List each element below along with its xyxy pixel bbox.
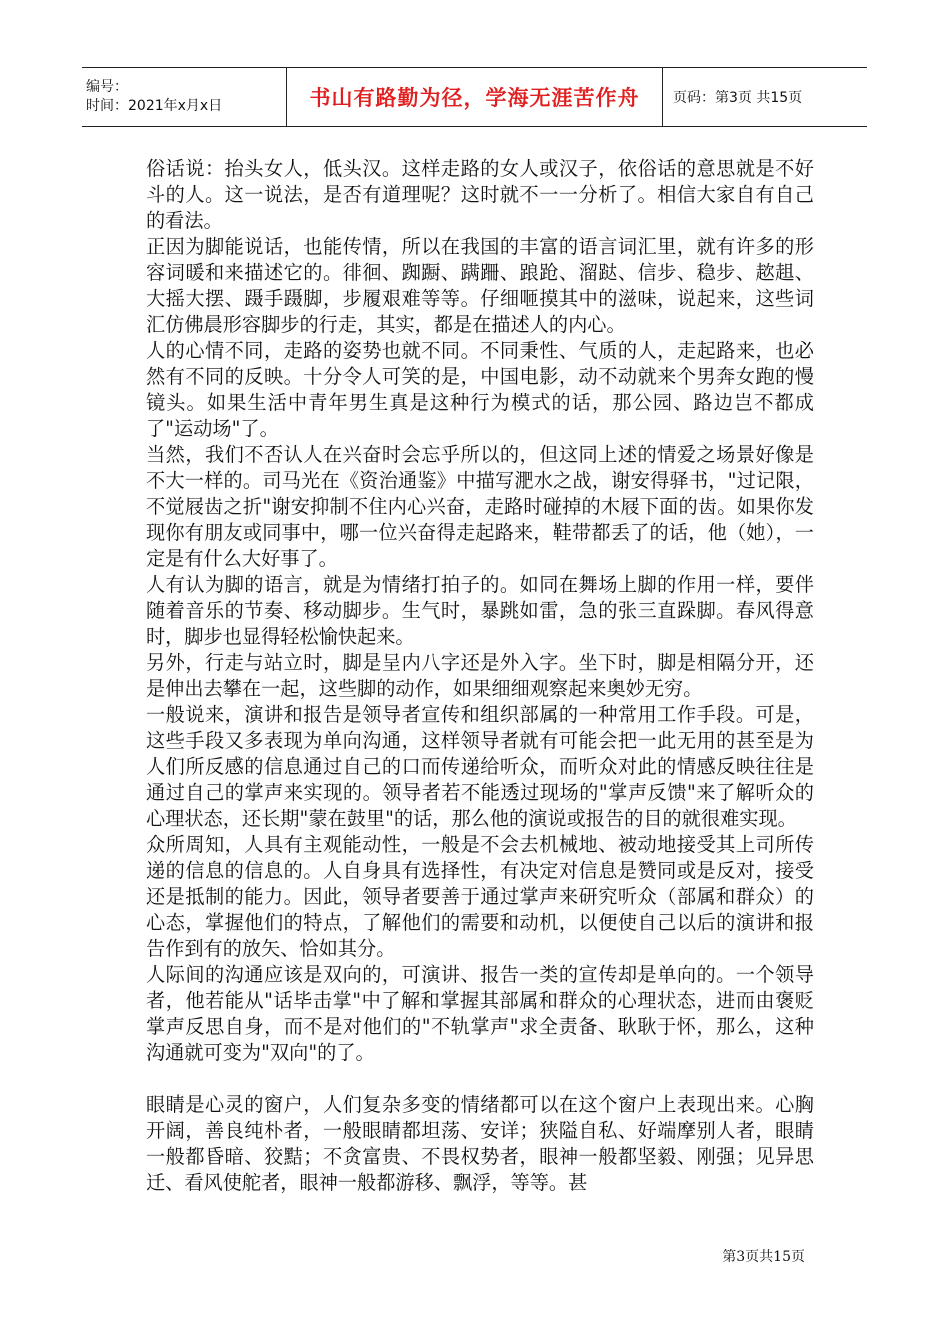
paragraph: 人际间的沟通应该是双向的，可演讲、报告一类的宣传却是单向的。一个领导者，他若能从"话毕击掌"中了解和掌握其部属和群众的心理状态，进而由褒贬掌声反思自身，而不是对他们的"不轨掌声"求全责备、耿耿于怀，那么，这种沟通就可变为"双向"的了。 — [146, 963, 814, 1064]
header-motto: 书山有路勤为径，学海无涯苦作舟 — [309, 86, 640, 110]
header-motto-cell — [287, 68, 663, 127]
paragraph: 另外，行走与站立时，脚是呈内八字还是外入字。坐下时，脚是相隔分开，还是伸出去攀在一起，这些脚的动作，如果细细观察起来奥妙无穷。 — [146, 651, 814, 700]
paragraph: 当然，我们不否认人在兴奋时会忘乎所以的，但这同上述的情爱之场景好像是不大一样的。司马光在《资治通鉴》中描写淝水之战，谢安得驿书，"过记限，不觉屐齿之折"谢安抑制不住内心兴奋，走路时碰掉的木屐下面的齿。如果你发现你有朋友或同事中，哪一位兴奋得走起路来，鞋带都丢了的话，他（她），一定是有什么大好事了。 — [146, 443, 814, 570]
header-meta — [82, 68, 287, 127]
document-body — [146, 156, 814, 1196]
paragraph: 眼睛是心灵的窗户，人们复杂多变的情绪都可以在这个窗户上表现出来。心胸开阔，善良纯朴者，一般眼睛都坦荡、安详；狭隘自私、好端摩别人者，眼睛一般都昏暗、狡黠；不贪富贵、不畏权势者，眼神一般都坚毅、刚强；见异思迁、看风使舵者，眼神一般都游移、飘浮，等等。甚 — [146, 1093, 814, 1194]
footer-page-number: 第3页共15页 — [722, 1249, 805, 1265]
paragraph: 正因为脚能说话，也能传情，所以在我国的丰富的语言词汇里，就有许多的形容词暖和来描述它的。徘徊、踟蹰、蹒跚、踉跄、溜跶、信步、稳步、趑趄、大摇大摆、蹑手蹑脚，步履艰难等等。仔细咂摸其中的滋味，说起来，这些词汇仿佛晨形容脚步的行走，其实，都是在描述人的内心。 — [146, 235, 814, 336]
header-page-cell — [663, 68, 868, 127]
page-header — [82, 67, 867, 127]
paragraph: 俗话说：抬头女人，低头汉。这样走路的女人或汉子，依俗话的意思就是不好斗的人。这一说法，是否有道理呢？这时就不一一分析了。相信大家自有自己的看法。 — [146, 157, 814, 232]
page-footer — [722, 1246, 805, 1266]
paragraph: 一般说来，演讲和报告是领导者宣传和组织部属的一种常用工作手段。可是，这些手段又多表现为单向沟通，这样领导者就有可能会把一此无用的甚至是为人们所反感的信息通过自己的口而传递给听众，而听众对此的情感反映往往是通过自己的掌声来实现的。领导者若不能透过现场的"掌声反馈"来了解听众的心理状态，还长期"蒙在鼓里"的话，那么他的演说或报告的目的就很难实现。 — [146, 703, 814, 830]
paragraph: 人的心情不同，走路的姿势也就不同。不同秉性、气质的人，走起路来，也必然有不同的反映。十分令人可笑的是，中国电影，动不动就来个男奔女跑的慢镜头。如果生活中青年男生真是这种行为模式的话，那公园、路边岂不都成了"运动场"了。 — [146, 339, 814, 440]
paragraph-gap — [146, 1066, 814, 1092]
document-number-label: 编号： — [86, 79, 128, 95]
document-time-label: 时间：2021年x月x日 — [86, 98, 223, 114]
paragraph: 众所周知，人具有主观能动性，一般是不会去机械地、被动地接受其上司所传递的信息的信息的。人自身具有选择性，有决定对信息是赞同或是反对，接受还是抵制的能力。因此，领导者要善于通过掌声来研究听众（部属和群众）的心态，掌握他们的特点，了解他们的需要和动机，以便使自己以后的演讲和报告作到有的放矢、恰如其分。 — [146, 833, 814, 960]
header-page-number: 页码：第3页 共15页 — [673, 90, 803, 106]
paragraph: 人有认为脚的语言，就是为情绪打拍子的。如同在舞场上脚的作用一样，要伴随着音乐的节奏、移动脚步。生气时，暴跳如雷，急的张三直跺脚。春风得意时，脚步也显得轻松愉快起来。 — [146, 573, 814, 648]
